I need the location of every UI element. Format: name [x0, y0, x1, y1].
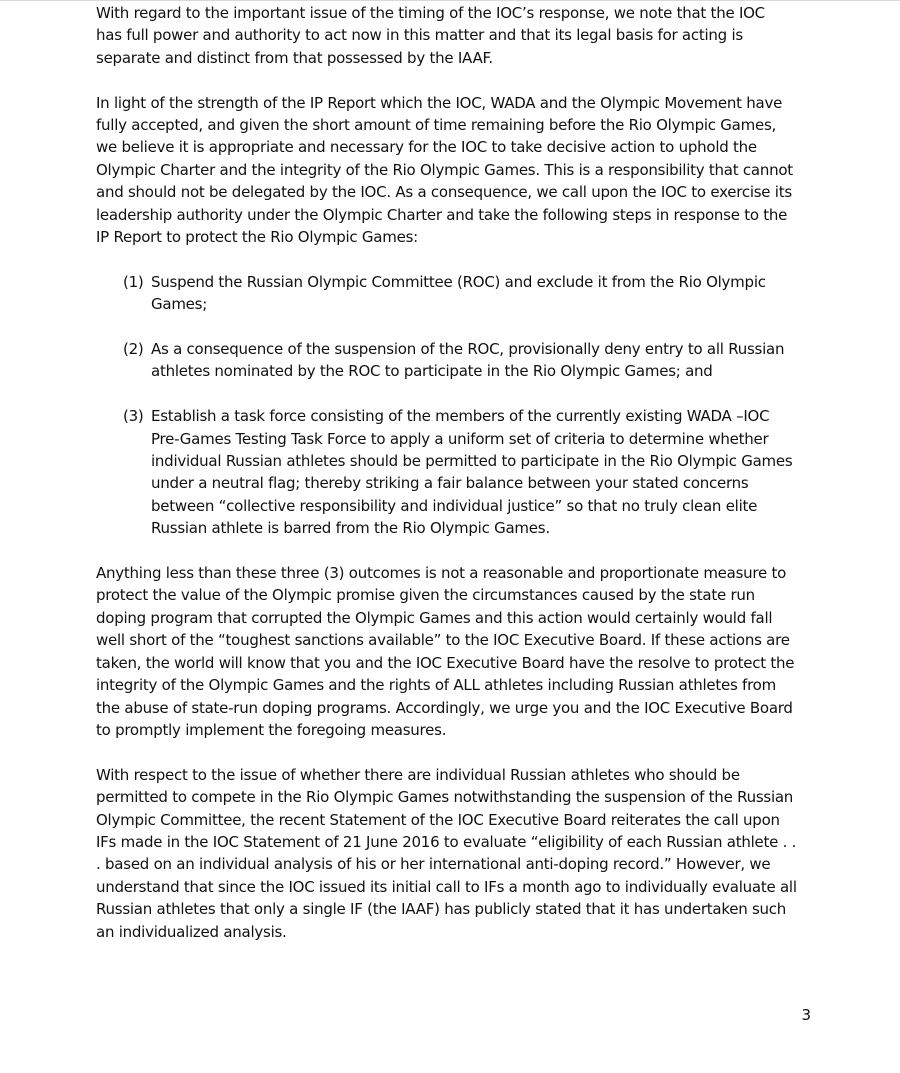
- paragraph-ip-report: In light of the strength of the IP Report which the IOC, WADA and the Olympic Movement have fully accepted, and given the short amount of time remaining before the Rio Olympic Games, we believe it is appropriate and necessary for the IOC to take decisive action to uphold the Olympic Charter and the integrity of the Rio Olympic Games. This is a responsibility that cannot and should not be delegated by the IOC. As a consequence, we call upon the IOC to exercise its leadership authority under the Olympic Charter and take the following steps in response to the IP Report to protect the Rio Olympic Games:: [96, 93, 793, 247]
- list-item: [123, 338, 816, 383]
- steps-list: [96, 271, 816, 540]
- page-number: 3: [801, 1006, 811, 1024]
- paragraph-timing-of-response: With regard to the important issue of the timing of the IOC’s response, we note that the IOC has full power and authority to act now in this matter and that its legal basis for acting is separate and distinct from that possessed by the IAAF.: [96, 4, 765, 67]
- paragraph-three-outcomes: Anything less than these three (3) outcomes is not a reasonable and proportionate measure to protect the value of the Olympic promise given the circumstances caused by the state run doping program that corrupted the Olympic Games and this action would certainly would fall well short of the “toughest sanctions available” to the IOC Executive Board. If these actions are taken, the world will know that you and the IOC Executive Board have the resolve to protect the integrity of the Olympic Games and the rights of ALL athletes including Russian athletes from the abuse of state-run doping programs. Accordingly, we urge you and the IOC Executive Board to promptly implement the foregoing measures.: [96, 564, 795, 739]
- list-item-text: Suspend the Russian Olympic Committee (ROC) and exclude it from the Rio Olympic Games;: [151, 272, 766, 314]
- list-item-text: As a consequence of the suspension of the ROC, provisionally deny entry to all Russian athletes nominated by the ROC to participate in the Rio Olympic Games; and: [151, 340, 785, 381]
- list-item-number: (2): [123, 340, 144, 359]
- list-item-number: (3): [123, 407, 144, 426]
- document-page: [96, 2, 816, 965]
- list-item-number: (1): [123, 272, 144, 291]
- paragraph-individual-athletes: With respect to the issue of whether there are individual Russian athletes who should be permitted to compete in the Rio Olympic Games notwithstanding the suspension of the Russian Olympic Committee, the recent Statement of the IOC Executive Board reiterates the call upon IFs made in the IOC Statement of 21 June 2016 to evaluate “eligibility of each Russian athlete . . . based on an individual analysis of his or her international anti-doping record.” However, we understand that since the IOC issued its initial call to IFs a month ago to individually evaluate all Russian athletes that only a single IF (the IAAF) has publicly stated that it has undertaken such an individualized analysis.: [96, 765, 797, 941]
- list-item-text: Establish a task force consisting of the members of the currently existing WADA –IOC Pre-Games Testing Task Force to apply a uniform set of criteria to determine whether individual Russian athletes should be permitted to participate in the Rio Olympic Games under a neutral flag; thereby striking a fair balance between your stated concerns between “collective responsibility and individual justice” so that no truly clean elite Russian athlete is barred from the Rio Olympic Games.: [151, 407, 793, 538]
- list-item: [123, 271, 816, 316]
- page-top-border: [0, 0, 900, 1]
- list-item: [123, 405, 816, 539]
